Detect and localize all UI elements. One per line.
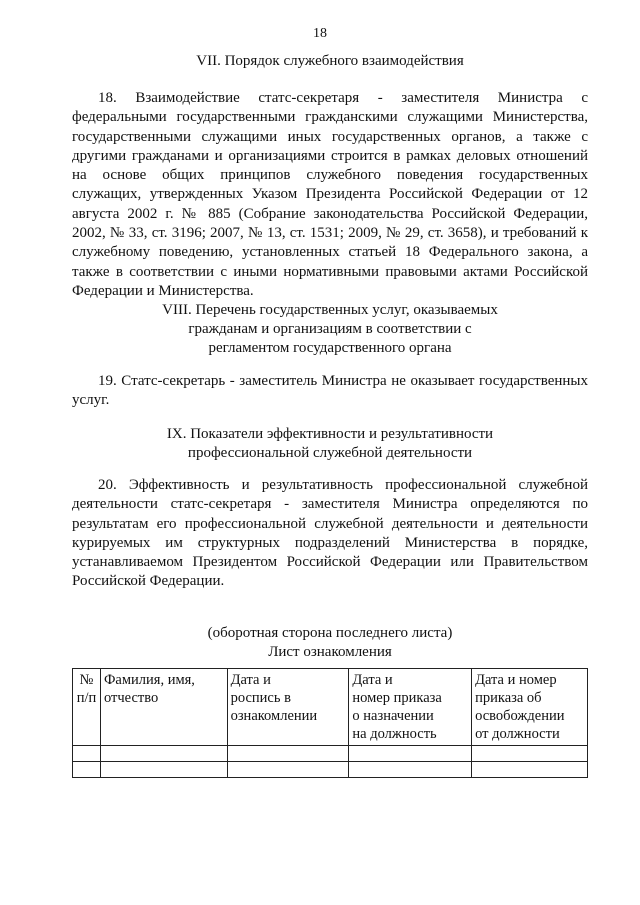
column-header-appointment-order [349, 669, 472, 746]
heading-line: гражданам и организациям в соответствии с [188, 321, 472, 337]
header-text: роспись в [230, 690, 291, 706]
acknowledgement-table [72, 668, 588, 778]
heading-line: регламентом государственного органа [208, 340, 452, 356]
paragraph-line: курируемых им структурных подразделений Министерства в порядке, [72, 534, 588, 551]
paragraph-line: также в соответствии с иными нормативными правовыми актами Российской [72, 263, 588, 280]
table-cell [100, 746, 227, 762]
paragraph-line: другими гражданами и организациями строится в рамках деловых отношений [72, 147, 588, 164]
paragraph-line: 2002, № 33, ст. 3196; 2007, № 13, ст. 1531; 2009, № 29, ст. 3658), и требований к [72, 225, 588, 242]
column-header-signature-date [227, 669, 349, 746]
table-cell [100, 762, 227, 778]
table-cell [472, 762, 588, 778]
header-text: Фамилия, имя, [103, 672, 195, 688]
column-header-dismissal-order [472, 669, 588, 746]
table-header-row [73, 669, 588, 746]
paragraph-line: августа 2002 г. № 885 (Собрание законодательства Российской Федерации, [72, 205, 588, 222]
paragraph-line: Федерации и Министерства. [72, 282, 254, 299]
header-text: приказа об [475, 690, 542, 706]
paragraph-line: государственными служащими иных государственных органов, а также с [72, 128, 588, 145]
table-cell [227, 762, 349, 778]
column-header-name [100, 669, 227, 746]
section-9-paragraph [72, 476, 588, 592]
paragraph-line: служебному поведению, установленных статьей 18 Федерального закона, а [72, 244, 588, 261]
section-8-paragraph [72, 372, 588, 411]
header-text: Дата и [230, 672, 271, 688]
heading-line: VIII. Перечень государственных услуг, оказываемых [162, 302, 498, 318]
column-header-number [73, 669, 101, 746]
acknowledgement-note: (оборотная сторона последнего листа) [207, 625, 453, 641]
paragraph-line: 20. Эффективность и результативность профессиональной служебной [98, 477, 588, 493]
table-row [73, 746, 588, 762]
header-text: ознакомлении [230, 708, 318, 724]
header-text: номер приказа [352, 690, 442, 706]
section-8-heading [72, 301, 588, 358]
paragraph-line: результатам его профессиональной служебной деятельности и деятельности [72, 515, 588, 532]
header-text: на должность [352, 726, 437, 742]
paragraph-line: 19. Статс-секретарь - заместитель Министра не оказывает государственных [98, 373, 588, 389]
header-text: Дата и номер [475, 672, 557, 688]
paragraph-line: служащих, утвержденных Указом Президента Российской Федерации от 12 [72, 186, 588, 203]
section-9-heading [72, 425, 588, 463]
acknowledgement-header [72, 624, 588, 662]
section-7-heading: VII. Порядок служебного взаимодействия [196, 53, 464, 69]
table-cell [472, 746, 588, 762]
paragraph-line: на основе общих принципов служебного поведения государственных [72, 167, 588, 184]
table-cell [73, 762, 101, 778]
paragraph-line: услуг. [72, 392, 110, 409]
table-cell [227, 746, 349, 762]
paragraph-line: Российской Федерации. [72, 573, 225, 590]
table-cell [349, 762, 472, 778]
page-number: 18 [313, 26, 327, 41]
heading-line: IX. Показатели эффективности и результативности [166, 426, 494, 442]
header-text: от должности [475, 726, 560, 742]
section-7-paragraph [72, 89, 588, 301]
paragraph-line: федеральными государственными гражданскими служащими Министерства, [72, 109, 588, 126]
header-text: п/п [76, 690, 97, 706]
header-text: о назначении [352, 708, 434, 724]
table-row [73, 762, 588, 778]
table-cell [349, 746, 472, 762]
paragraph-line: деятельности статс-секретаря - заместителя Министра определяются по [72, 496, 588, 513]
paragraph-line: устанавливаемом Президентом Российской Федерации или Правительством [72, 554, 588, 571]
header-text: отчество [103, 690, 159, 706]
paragraph-line: 18. Взаимодействие статс-секретаря - заместителя Министра с [98, 90, 588, 106]
acknowledgement-title: Лист ознакомления [268, 644, 392, 660]
header-text: Дата и [352, 672, 393, 688]
header-text: № [79, 672, 94, 688]
heading-line: профессиональной служебной деятельности [187, 445, 473, 461]
header-text: освобождении [475, 708, 565, 724]
table-cell [73, 746, 101, 762]
